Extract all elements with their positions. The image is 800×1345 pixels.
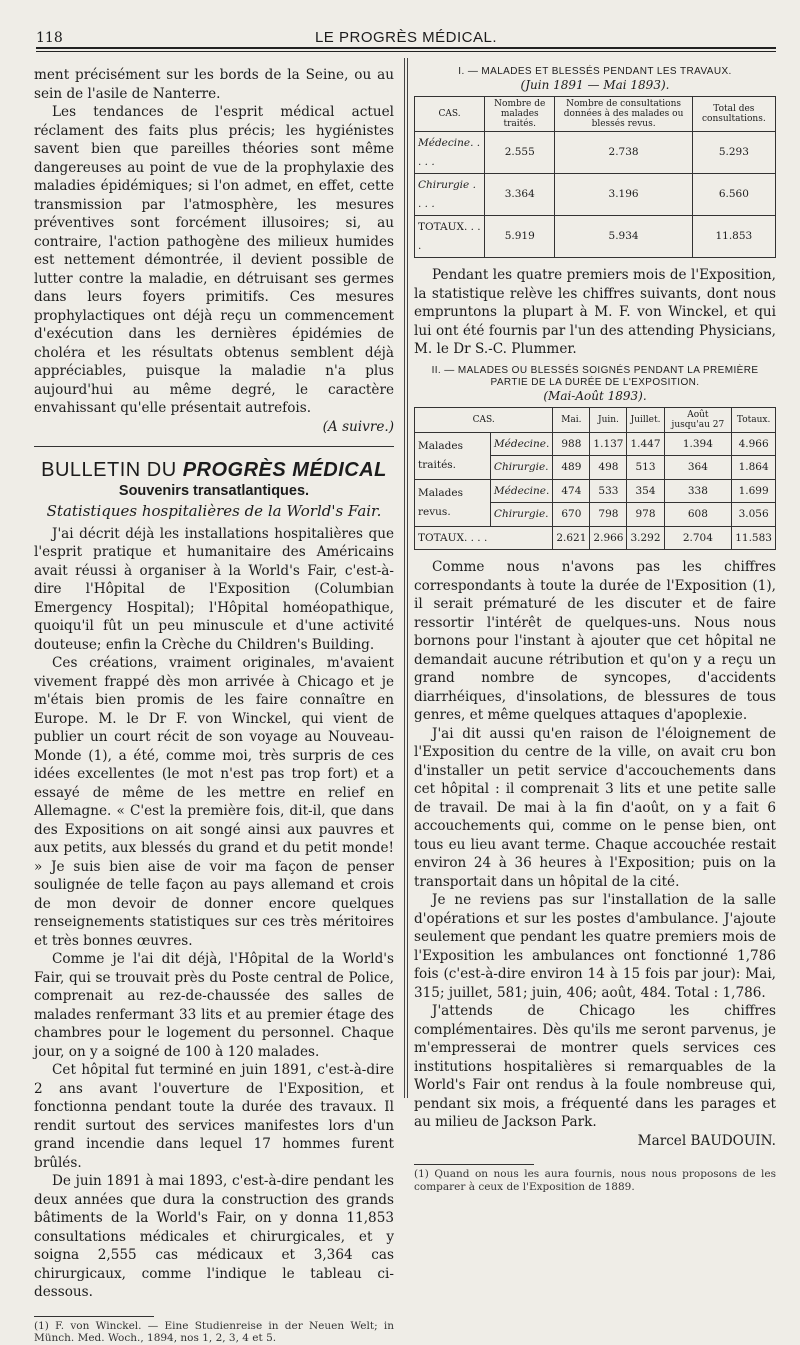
table-header: Total des consultations. <box>692 97 775 132</box>
table-row: Malades traités. Médecine. 988 1.137 1.447 1.394 4.966 <box>415 432 776 456</box>
paragraph: Les tendances de l'esprit médical actuel réclament des faits plus précis; les hygiénistes savent bien que pareilles théories sont même dangereuses au point de vue de la prophylaxie des maladies épidémiques; si l'on admet, en effet, cette transmission par l'atmosphère, les mesures préventives sont forcément illusoires; si, au contraire, l'action pathogène des milieux humides est nettement démontrée, il devient possible de lutter contre la maladie, en détruisant ses germes dans leurs foyers primitifs. Ces mesures prophylactiques ont déjà reçu un commencement d'exécution dans les dernières épidémies de choléra et les résultats obtenus semblent déjà appréciables, puisque la maladie n'a plus aujourd'hui au même degré, le caractère envahissant qu'elle présentait autrefois. <box>34 104 394 416</box>
table-header: CAS. <box>415 407 553 432</box>
paragraph: Pendant les quatre premiers mois de l'Exposition, la statistique relève les chiffres suivants, dont nous empruntons la plupart à M. F. von Winckel, et qui lui ont été fournis par l'un des attending Physicians, M. le Dr S.-C. Plummer. <box>414 267 776 357</box>
bulletin-heading: BULLETIN DU PROGRÈS MÉDICAL <box>41 459 387 481</box>
column-divider <box>407 58 408 1098</box>
table-caption: I. — MALADES ET BLESSÉS PENDANT LES TRAVAUX. <box>458 66 732 77</box>
column-divider <box>404 58 405 1098</box>
table-row: Médecine. . . . . 2.555 2.738 5.293 <box>415 132 776 174</box>
table-row: Malades revus. Médecine. 474 533 354 338 1.699 <box>415 479 776 503</box>
paragraph: Je ne reviens pas sur l'installation de la salle d'opérations et sur les postes d'ambulance. J'ajoute seulement que pendant les quatre premiers mois de l'Exposition les ambulances ont fonctionné 1,786 fois (c'est-à-dire environ 14 à 15 fois par jour): Mai, 315; juillet, 581; juin, 406; août, 484. Total : 1,786. <box>414 892 776 1001</box>
table-row: Chirurgie . . . . 3.364 3.196 6.560 <box>415 174 776 216</box>
table-header: Juin. <box>590 407 627 432</box>
paragraph: J'attends de Chicago les chiffres complémentaires. Dès qu'ils me seront parvenus, je m'empresserai de montrer quels services ces institutions hospitalières si remarquables de la World's Fair ont rendus à la foule nombreuse qui, pendant six mois, a fréquenté dans les parages et au milieu de Jackson Park. <box>414 1003 776 1130</box>
table-header: Mai. <box>553 407 590 432</box>
paragraph: De juin 1891 à mai 1893, c'est-à-dire pendant les deux années que dura la construction des grands bâtiments de la World's Fair, on y donna 11,853 consultations médicales et chirurgicales, et y soigna 2,555 cas médicaux et 3,364 cas chirurgicaux, comme l'indique le tableau ci-dessous. <box>34 1173 394 1300</box>
table-period: (Juin 1891 — Mai 1893). <box>520 78 670 92</box>
footnote-rule <box>34 1316 154 1317</box>
table-header: Août jusqu'au 27 <box>664 407 732 432</box>
page-number: 118 <box>36 30 63 46</box>
page-header <box>36 26 776 46</box>
table-period: (Mai-Août 1893). <box>543 388 647 403</box>
table-header: Nombre de consultations données à des malades ou blessés revus. <box>555 97 692 132</box>
footnote: (1) Quand on nous les aura fournis, nous nous proposons de les comparer à ceux de l'Exposition de 1889. <box>414 1168 776 1193</box>
table-row: Chirurgie. 489 498 513 364 1.864 <box>415 456 776 480</box>
signature: Marcel BAUDOUIN. <box>637 1132 776 1149</box>
table-header: CAS. <box>415 97 485 132</box>
right-column <box>414 66 776 1193</box>
paragraph: ment précisément sur les bords de la Seine, ou au sein de l'asile de Nanterre. <box>34 67 394 102</box>
article-subtitle: Statistiques hospitalières de la World's Fair. <box>46 502 382 520</box>
table-header: Juillet. <box>627 407 664 432</box>
table-malades-travaux <box>414 96 776 258</box>
paragraph: Comme nous n'avons pas les chiffres correspondants à toute la durée de l'Exposition (1), il serait prématuré de les discuter et de faire ressortir l'intérêt de quelques-uns. Nous nous bornons pour l'instant à ajouter que cet hôpital ne demandait aucune rétribution et qu'on y a reçu un grand nombre de syncopes, d'accidents diarrhéiques, d'insolations, de blessures de tous genres, et même quelques attaques d'apoplexie. <box>414 559 776 723</box>
paragraph: Ces créations, vraiment originales, m'avaient vivement frappé dès mon arrivée à Chicago et je m'étais bien promis de les faire connaître en Europe. M. le Dr F. von Winckel, qui vient de publier un court récit de son voyage au Nouveau-Monde (1), a été, comme moi, très surpris de ces idées excellentes (le mot n'est pas trop fort) et a essayé de même de les mettre en relief en Allemagne. « C'est la première fois, dit-il, que dans des Expositions on ait songé ainsi aux pauvres et aux petits, aux blessés du grand et du petit monde! » Je suis bien aise de voir ma façon de penser soulignée de telle façon au pays allemand et crois de mon devoir de donner encore quelques renseignements statistiques sur ces très méritoires et très bonnes œuvres. <box>34 655 394 949</box>
header-rule-thin <box>36 51 776 52</box>
left-column <box>34 66 394 1345</box>
table-exposition <box>414 407 776 551</box>
paragraph: J'ai dit aussi qu'en raison de l'éloignement de l'Exposition du centre de la ville, on avait cru bon d'installer un petit service d'accouchements dans cet hôpital : il comprenait 3 lits et une petite salle de travail. De mai à la fin d'août, on y a fait 6 accouchements qui, comme on le pense bien, ont tous eu lieu avant terme. Chaque accouchée restait environ 24 à 36 heures à l'Exposition; puis on la transportait dans un hôpital de la cité. <box>414 725 776 890</box>
table-row: Chirurgie. 670 798 978 608 3.056 <box>415 503 776 527</box>
footnote: (1) F. von Winckel. — Eine Studienreise in der Neuen Welt; in Münch. Med. Woch., 1894, nos 1, 2, 3, 4 et 5. <box>34 1319 394 1344</box>
section-rule <box>34 446 394 447</box>
table-total-row: TOTAUX. . . . 2.621 2.966 3.292 2.704 11.583 <box>415 526 776 550</box>
article-title: Souvenirs transatlantiques. <box>118 482 310 499</box>
table-caption: II. — MALADES OU BLESSÉS SOIGNÉS PENDANT LA PREMIÈRE PARTIE DE LA DURÉE DE L'EXPOSITION. <box>431 364 759 388</box>
table-header: Nombre de malades traités. <box>485 97 555 132</box>
table-total-row: TOTAUX. . . . 5.919 5.934 11.853 <box>415 216 776 258</box>
paragraph: J'ai décrit déjà les installations hospitalières que l'esprit pratique et humanitaire des Américains avait réussi à organiser à la World's Fair, c'est-à-dire l'Hôpital de l'Exposition (Columbian Emergency Hospital); l'Hôpital homéopathique, quoiqu'il fût un peu minuscule et d'une activité douteuse; enfin la Crèche du Children's Building. <box>34 525 394 653</box>
paragraph: Cet hôpital fut terminé en juin 1891, c'est-à-dire 2 ans avant l'ouverture de l'Exposition, et fonctionna pendant toute la durée des travaux. Il rendit surtout des services manifestes lors d'un grand incendie dans lequel 17 hommes furent brûlés. <box>34 1062 394 1171</box>
paragraph: Comme je l'ai dit déjà, l'Hôpital de la World's Fair, qui se trouvait près du Poste central de Police, comprenait au rez-de-chaussée des salles de malades renfermant 33 lits et au premier étage des chambres pour le logement du personnel. Chaque jour, on y a soigné de 100 à 120 malades. <box>34 951 394 1060</box>
footnote-rule <box>414 1164 534 1165</box>
table-header: Totaux. <box>732 407 776 432</box>
journal-title: LE PROGRÈS MÉDICAL. <box>314 29 498 46</box>
header-rule <box>36 47 776 49</box>
to-be-continued: (A suivre.) <box>322 418 394 435</box>
